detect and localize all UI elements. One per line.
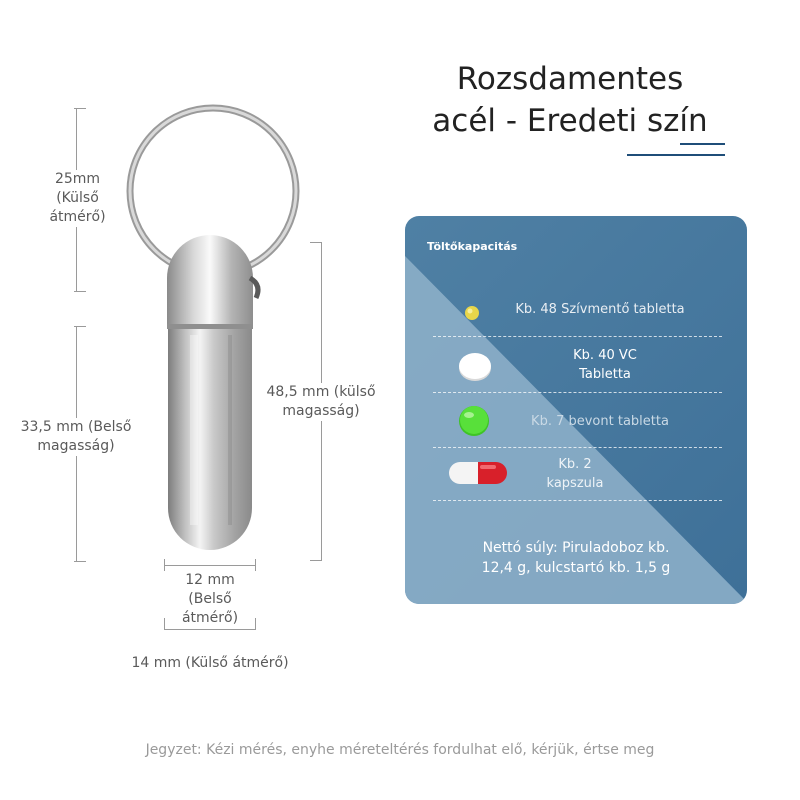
red-white-capsule-icon	[447, 460, 509, 486]
title-line-1: Rozsdamentes	[456, 61, 684, 97]
title-underline-accent	[680, 143, 725, 145]
green-coated-tablet-icon	[457, 404, 491, 438]
capacity-divider	[433, 392, 722, 393]
outer-diameter-right-cap	[255, 618, 256, 630]
inner-height-bottom-cap	[74, 561, 86, 562]
ring-diameter-label: 25mm (Külső átmérő)	[30, 170, 125, 227]
outer-diameter-label: 14 mm (Külső átmérő)	[131, 655, 289, 671]
inner-height-label: 33,5 mm (Belső magasság)	[8, 418, 144, 456]
title-line-2: acél - Eredeti szín	[432, 103, 708, 139]
ring-dim-bottom-cap	[74, 291, 86, 292]
capacity-divider	[433, 336, 722, 337]
capacity-heading: Töltőkapacitás	[427, 240, 518, 253]
capacity-item-3: Kb. 7 bevont tabletta	[531, 414, 669, 429]
capacity-divider	[433, 500, 722, 501]
outer-height-bottom-cap	[310, 560, 322, 561]
capacity-item-1: Kb. 48 Szívmentő tabletta	[515, 302, 685, 317]
capacity-item-2: Kb. 40 VC Tabletta	[573, 348, 637, 382]
capacity-divider	[433, 447, 722, 448]
outer-height-label: 48,5 mm (külső magasság)	[256, 383, 386, 421]
product-title	[420, 58, 720, 142]
pill-case-keychain-image	[110, 100, 320, 580]
title-underline	[627, 154, 725, 156]
small-yellow-pill-icon	[463, 304, 481, 322]
inner-diameter-line	[164, 565, 256, 566]
outer-diameter-line	[164, 629, 256, 630]
white-tablet-icon	[457, 352, 493, 382]
net-weight-text: Nettó súly: Piruladoboz kb. 12,4 g, kulcstartó kb. 1,5 g	[481, 540, 671, 576]
capacity-item-4: Kb. 2 kapszula	[546, 457, 604, 491]
inner-diameter-right-cap	[255, 559, 256, 571]
capacity-card	[405, 216, 747, 604]
inner-diameter-label: 12 mm (Belső átmérő)	[172, 571, 248, 628]
footnote: Jegyzet: Kézi mérés, enyhe méreteltérés fordulhat elő, kérjük, értse meg	[145, 742, 655, 758]
